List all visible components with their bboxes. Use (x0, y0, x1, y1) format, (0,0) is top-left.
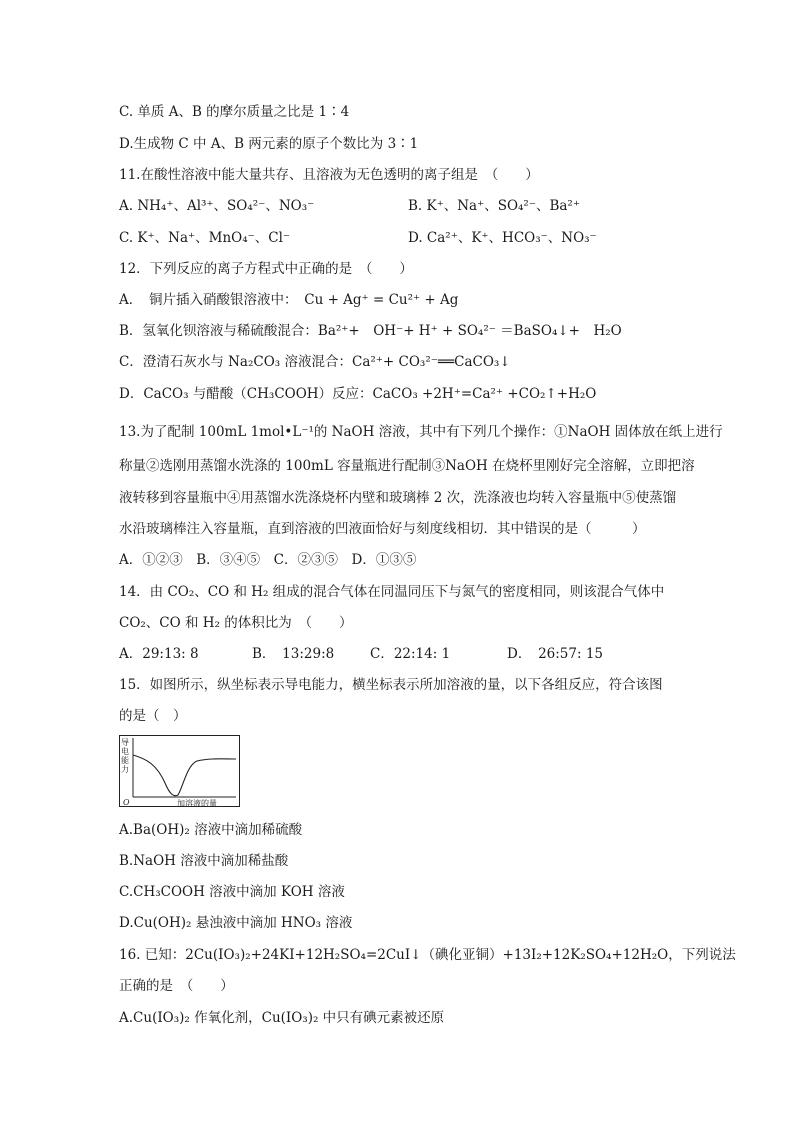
q14-option-d: D． 26:57: 15 (507, 646, 603, 662)
question-13-line-1: 13.为了配制 100mL 1mol•L⁻¹的 NaOH 溶液，其中有下列几个操作：①NaOH 固体放在纸上进行 (119, 424, 723, 440)
question-14-line-1: 14．由 CO₂、CO 和 H₂ 组成的混合气体在同温同压下与氮气的密度相同，则该混合气体中 (119, 584, 665, 600)
q15-option-c: C.CH₃COOH 溶液中滴加 KOH 溶液 (119, 884, 345, 900)
q11-option-a: A. NH₄⁺、Al³⁺、SO₄²⁻、NO₃⁻ (119, 198, 315, 214)
line-d-atom-ratio: D.生成物 C 中 A、B 两元素的原子个数比为 3∶1 (119, 136, 419, 152)
y-axis-label-1: 导 (121, 738, 129, 747)
line-c-molar-mass: C. 单质 A、B 的摩尔质量之比是 1∶4 (119, 104, 350, 120)
q14-option-b: B． 13:29:8 (252, 646, 335, 662)
question-12: 12．下列反应的离子方程式中正确的是 （ ） (119, 261, 413, 277)
question-16-line-1: 16. 已知：2Cu(IO₃)₂+24KI+12H₂SO₄=2CuI↓（碘化亚铜）+13I₂+12K₂SO₄+12H₂O，下列说法 (119, 947, 736, 963)
figure-frame (120, 736, 240, 807)
x-axis-label: 加溶液的量 (177, 799, 217, 807)
question-13-line-3: 液转移到容量瓶中④用蒸馏水洗涤烧杯内壁和玻璃棒 2 次，洗涤液也均转入容量瓶中⑤使蒸馏 (119, 490, 677, 506)
y-axis-label-3: 能 (121, 756, 129, 765)
question-13-line-2: 称量②选刚用蒸馏水洗涤的 100mL 容量瓶进行配制③NaOH 在烧杯里刚好完全溶解，立即把溶 (119, 458, 695, 474)
q13-options: A．①②③ B．③④⑤ C．②③⑤ D．①③⑤ (119, 552, 417, 568)
q14-option-c: C．22:14: 1 (370, 646, 451, 662)
q11-option-d: D. Ca²⁺、K⁺、HCO₃⁻、NO₃⁻ (408, 230, 597, 246)
question-15-line-2: 的是（ ） (119, 708, 187, 724)
question-14-line-2: CO₂、CO 和 H₂ 的体积比为 （ ） (119, 615, 353, 631)
q11-option-b: B. K⁺、Na⁺、SO₄²⁻、Ba²⁺ (408, 198, 580, 214)
q12-option-a: A． 铜片插入硝酸银溶液中： Cu + Ag⁺ = Cu²⁺ + Ag (119, 292, 459, 308)
question-16-line-2: 正确的是 （ ） (119, 978, 234, 994)
y-axis-label-2: 电 (121, 747, 129, 756)
q15-option-b: B.NaOH 溶液中滴加稀盐酸 (119, 853, 289, 869)
q12-option-b: B．氢氧化钡溶液与稀硫酸混合：Ba²⁺+ OH⁻+ H⁺ + SO₄²⁻ ＝BaSO₄↓+ H₂O (119, 323, 622, 339)
question-15-line-1: 15．如图所示，纵坐标表示导电能力，横坐标表示所加溶液的量，以下各组反应，符合该图 (119, 677, 663, 693)
question-13-line-4: 水沿玻璃棒注入容量瓶，直到溶液的凹液面恰好与刻度线相切．其中错误的是（ ） (119, 521, 646, 537)
q15-option-a: A.Ba(OH)₂ 溶液中滴加稀硫酸 (119, 822, 303, 838)
q12-option-c: C．澄清石灰水与 Na₂CO₃ 溶液混合：Ca²⁺+ CO₃²⁻══CaCO₃↓ (119, 354, 511, 370)
q16-option-a: A.Cu(IO₃)₂ 作氧化剂，Cu(IO₃)₂ 中只有碘元素被还原 (119, 1010, 445, 1026)
conductivity-figure (119, 735, 240, 807)
q15-option-d: D.Cu(OH)₂ 悬浊液中滴加 HNO₃ 溶液 (119, 915, 353, 931)
y-axis-label-4: 力 (121, 765, 129, 774)
conductivity-curve (133, 755, 236, 796)
q11-option-c: C. K⁺、Na⁺、MnO₄⁻、Cl⁻ (119, 230, 291, 246)
question-11: 11.在酸性溶液中能大量共存、且溶液为无色透明的离子组是 （ ） (119, 167, 539, 183)
q14-option-a: A．29:13: 8 (119, 646, 199, 662)
origin-label: O (123, 798, 130, 807)
q12-option-d: D．CaCO₃ 与醋酸（CH₃COOH）反应：CaCO₃ +2H⁺=Ca²⁺ +CO₂↑+H₂O (119, 386, 597, 402)
